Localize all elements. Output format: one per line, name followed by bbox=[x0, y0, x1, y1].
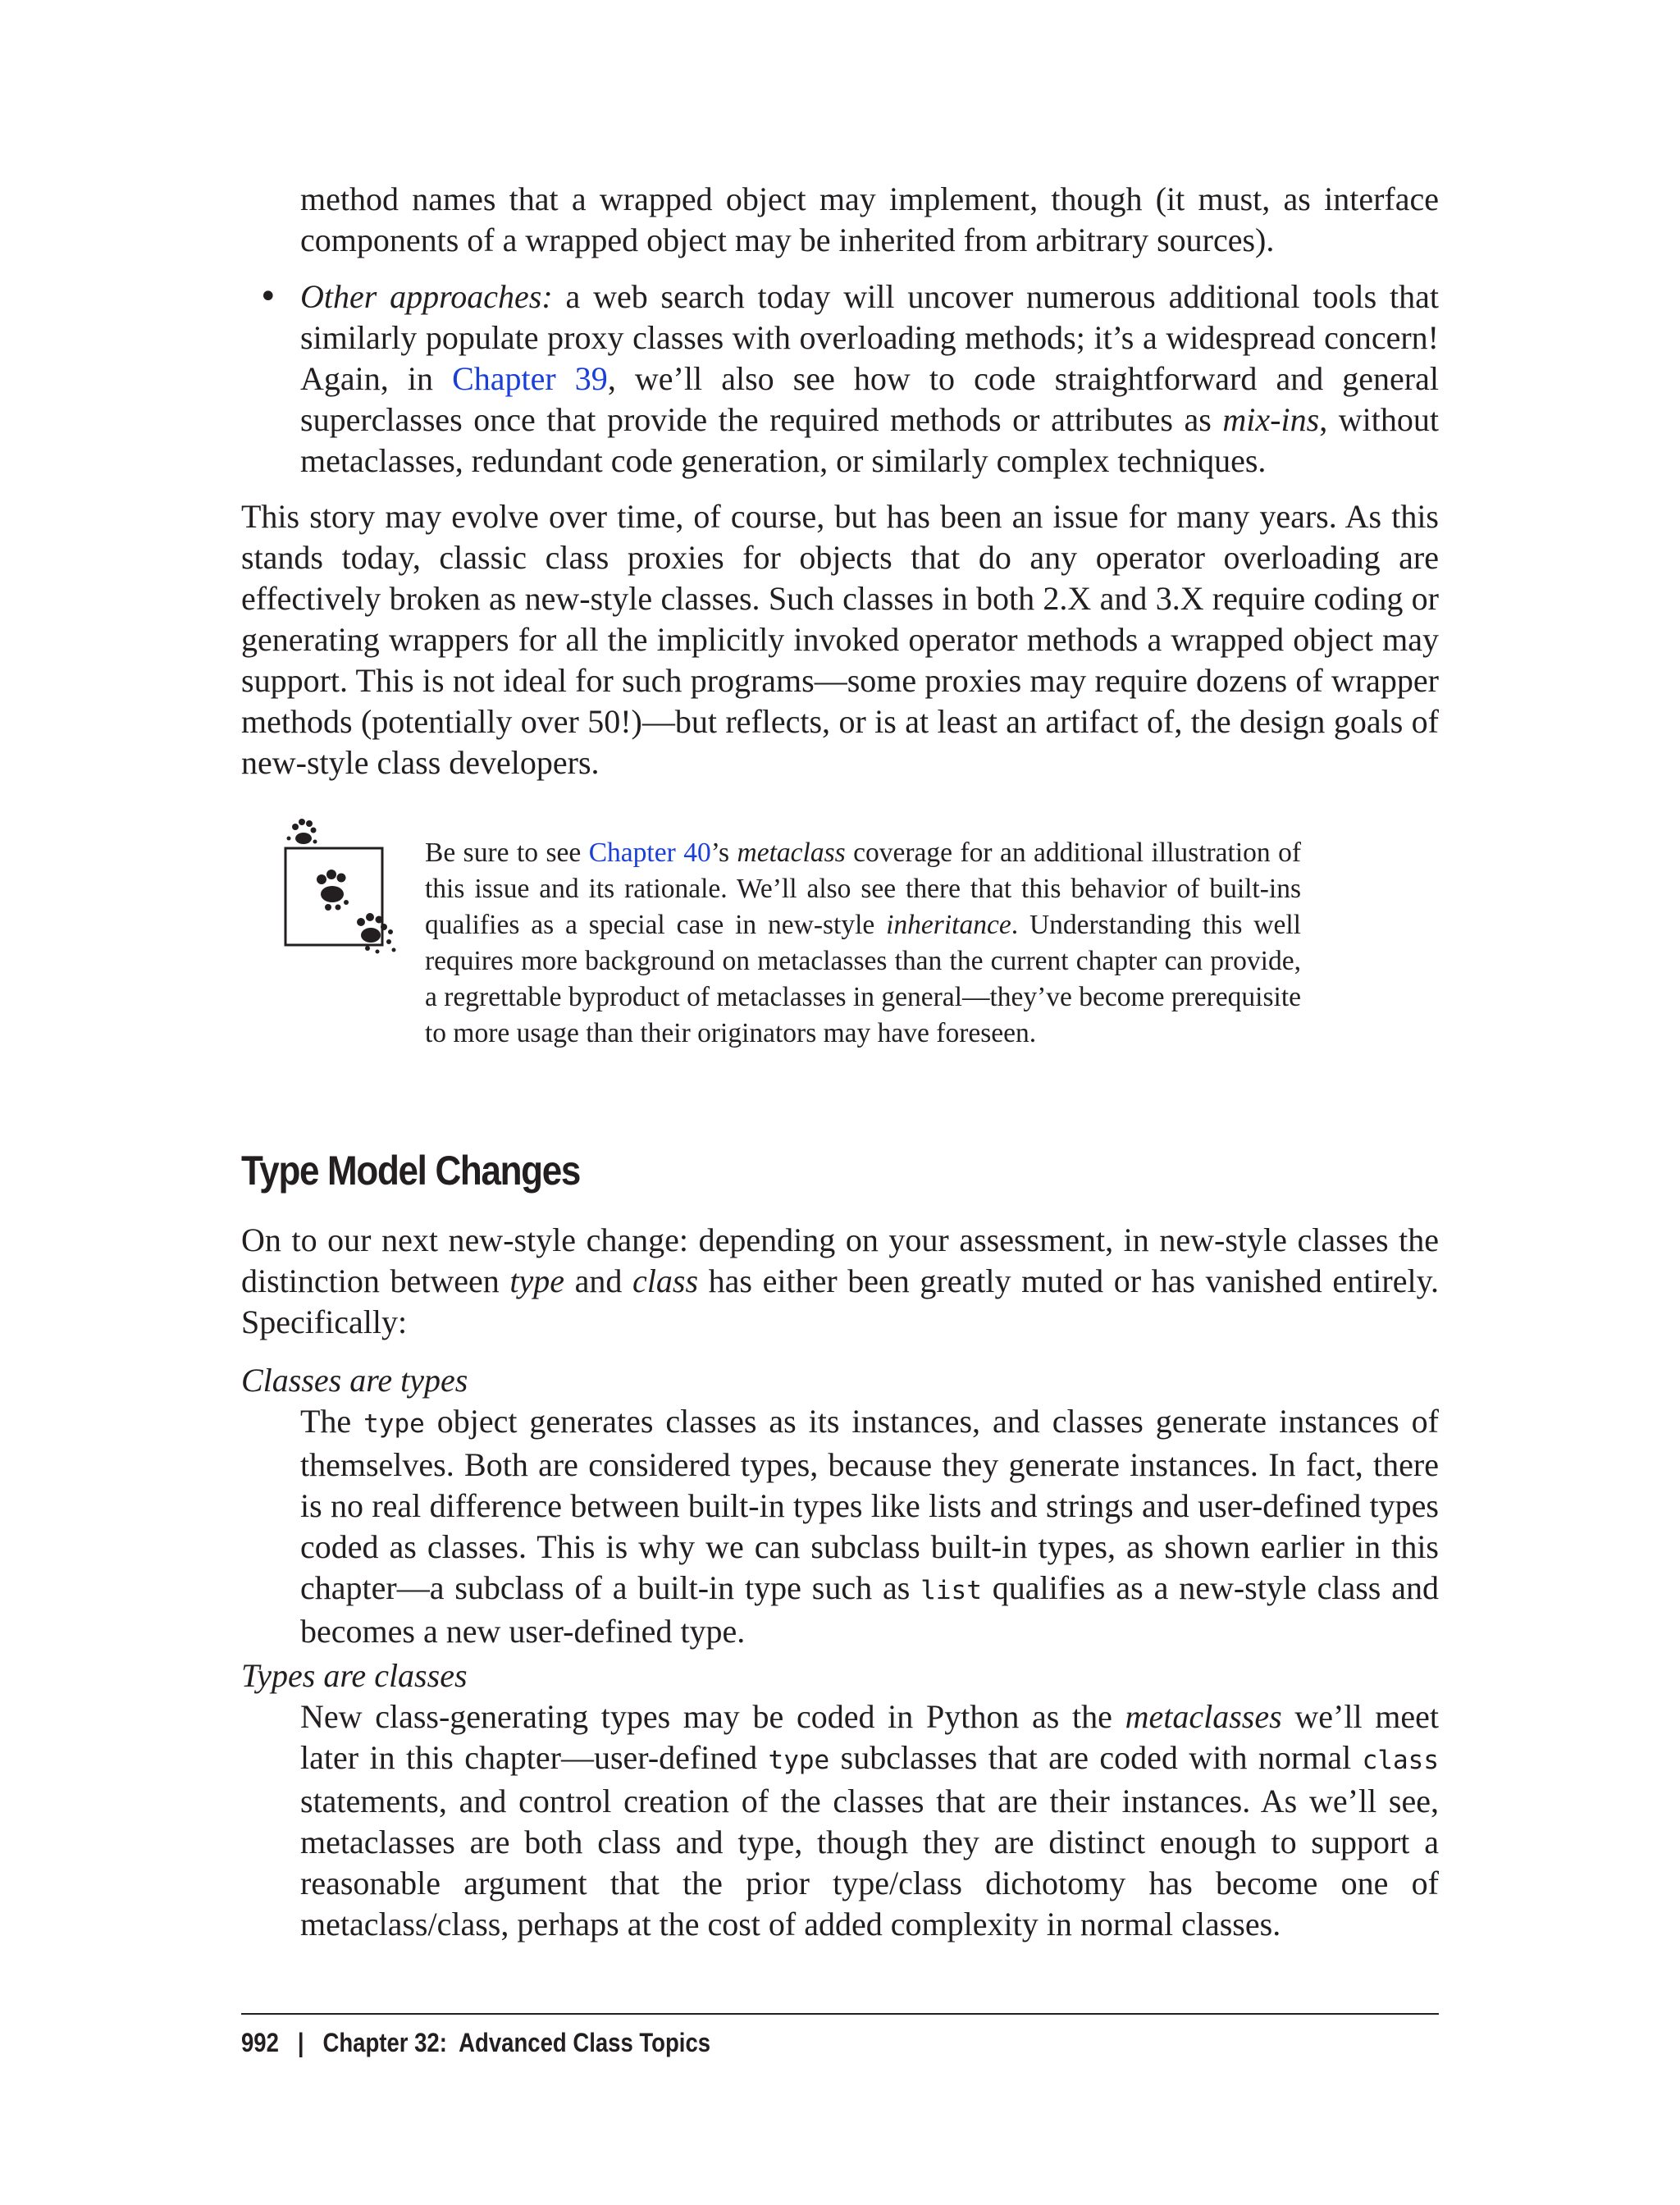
term-types-are-classes: Types are classes bbox=[241, 1657, 468, 1694]
page-number: 992 bbox=[241, 2028, 279, 2057]
term-classes-are-types: Classes are types bbox=[241, 1362, 468, 1399]
chapter-40-link[interactable]: Chapter 40 bbox=[588, 838, 711, 868]
page-footer bbox=[241, 2025, 710, 2061]
footer-separator: | bbox=[297, 2028, 304, 2057]
bullet-continuation: method names that a wrapped object may implement, though (it must, as interface components of a wrapped object may be inherited from arbitrary sources). bbox=[300, 180, 1439, 258]
bullet-label: Other approaches: bbox=[300, 278, 553, 315]
bullet-marker: • bbox=[258, 278, 278, 316]
paw-prints-icon bbox=[287, 819, 396, 954]
definition-types-are-classes: New class-generating types may be coded in Python as the metaclasses we’ll meet later in this chapter—user-defined type subclasses that are coded with normal class statements, and control creation of the classes that are their instances. As we’ll see, metaclasses are both class and type, though they are distinct enough to support a reasonable argument that the prior type/class dichotomy has become one of metaclass/class, perhaps at the cost of added complexity in normal classes. bbox=[300, 1698, 1440, 1942]
paragraph-proxy-story: This story may evolve over time, of course, but has been an issue for many years. As this stands today, classic class proxies for objects that do any operator overloading are effectively broken as new-style classes. Such classes in both 2.X and 3.X require coding or generating wrappers for all the implicitly invoked operator methods a wrapped object may support. This is not ideal for such programs—some proxies may require dozens of wrapper methods (potentially over 50!)—but reflects, or is at least an artifact of, the design goals of new-style class developers. bbox=[241, 498, 1439, 781]
tip-note: Be sure to see Chapter 40’s metaclass coverage for an additional illustration of this issue and its rationale. We’ll also see there that this behavior of built-ins qualifies as a special case in new-style inheritance. Understanding this well requires more background on metaclasses than the current chapter can provide, a regrettable byproduct of metaclasses in general—they’ve become prerequisite to more usage than their originators may have foreseen. bbox=[425, 838, 1302, 1048]
section-heading: Type Model Changes bbox=[241, 1148, 581, 1194]
footer-rule bbox=[241, 2013, 1439, 2015]
footer-chapter-title: Chapter 32: Advanced Class Topics bbox=[322, 2028, 711, 2057]
paragraph-type-model-intro: On to our next new-style change: depending on your assessment, in new-style classes the distinction between type and class has either been greatly muted or has vanished entirely. Specifically: bbox=[241, 1221, 1439, 1340]
definition-classes-are-types: The type object generates classes as its instances, and classes generate instances of themselves. Both are considered types, because they generate instances. In fact, there is no real difference between built-in types like lists and strings and user-defined types coded as classes. This is why we can subclass built-in types, as shown earlier in this chapter—a subclass of a built-in type such as list qualifies as a new-style class and becomes a new user-defined type. bbox=[300, 1403, 1440, 1650]
bullet-text: Other approaches: a web search today will uncover numerous additional tools that similarly populate proxy classes with overloading methods; it’s a widespread concern! Again, in Chapter 39, we’ll also see how to code straightforward and general superclasses once that provide the required methods or attributes as mix-ins, without metaclasses, redundant code generation, or similarly complex techniques. bbox=[300, 278, 1440, 479]
chapter-39-link[interactable]: Chapter 39 bbox=[452, 360, 608, 397]
tip-critter-icon bbox=[271, 812, 418, 968]
bullet-item-other-approaches bbox=[258, 276, 1440, 482]
